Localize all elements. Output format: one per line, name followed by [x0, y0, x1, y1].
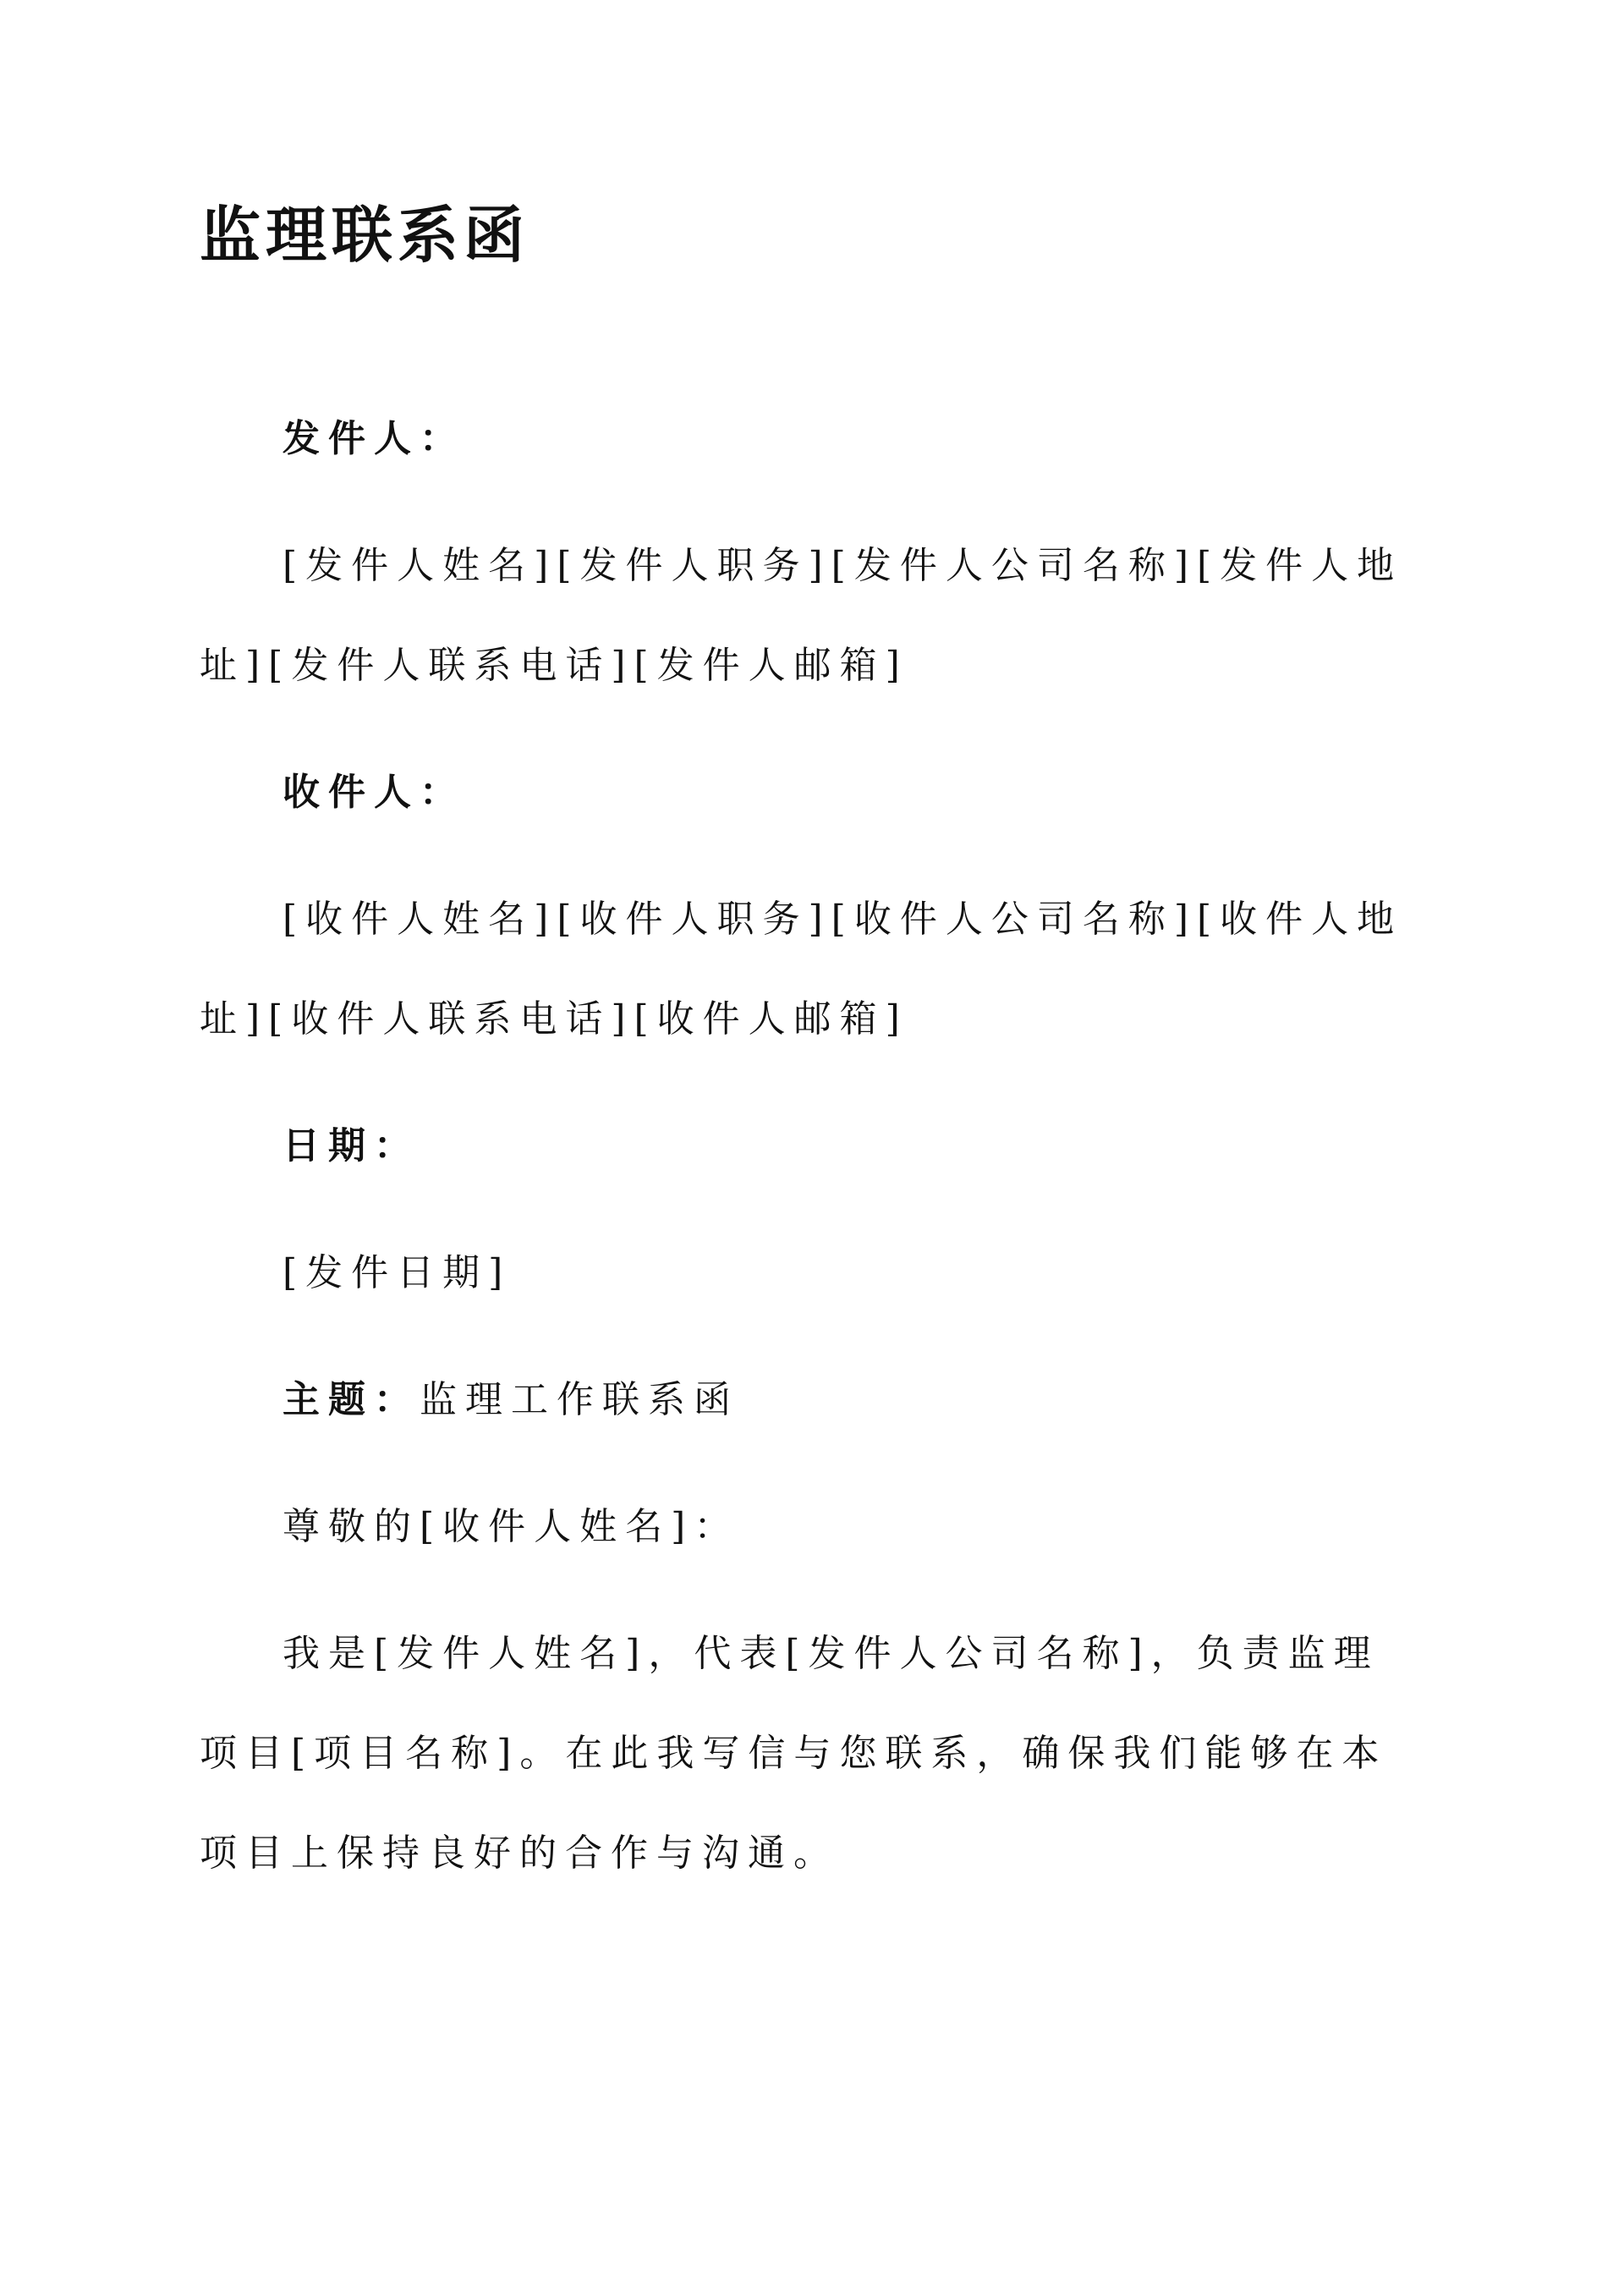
- recipient-details: [收件人姓名][收件人职务][收件人公司名称][收件人地址][收件人联系电话][收件人邮箱]: [200, 898, 1403, 1041]
- intro-paragraph: 我是[发件人姓名]，代表[发件人公司名称]，负责监理项目[项目名称]。在此我写信与您联系，确保我们能够在本项目上保持良好的合作与沟通。: [200, 1632, 1388, 1875]
- date-value: [发件日期]: [283, 1251, 512, 1294]
- date-heading: 日期：: [283, 1124, 420, 1167]
- subject-label: 主题：: [283, 1378, 420, 1421]
- sender-details: [发件人姓名][发件人职务][发件人公司名称][发件人地址][发件人联系电话][发件人邮箱]: [200, 544, 1403, 687]
- salutation: 尊敬的[收件人姓名]：: [283, 1505, 740, 1548]
- subject-line: [200, 1350, 1416, 1450]
- subject-value: 监理工作联系函: [420, 1378, 739, 1421]
- document-body: [200, 389, 1416, 1931]
- document-title: 监理联系函: [200, 199, 530, 271]
- sender-heading: 发件人：: [283, 417, 465, 460]
- recipient-heading: 收件人：: [283, 771, 465, 814]
